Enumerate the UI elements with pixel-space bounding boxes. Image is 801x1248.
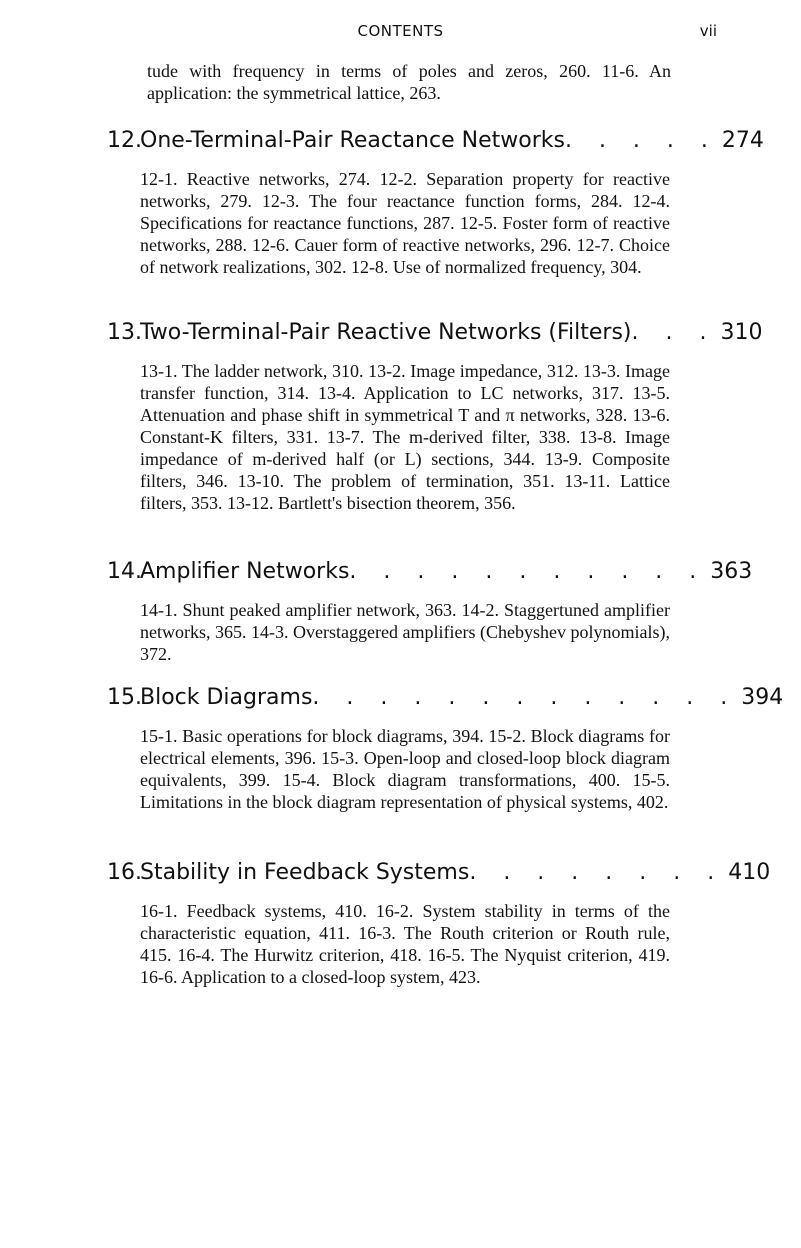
chapter-16 <box>107 856 771 988</box>
chapter-title: Stability in Feedback Systems <box>140 860 470 885</box>
chapter-page: 394 <box>741 685 784 710</box>
page-number: vii <box>699 22 717 40</box>
section-list: 12-1. Reactive networks, 274. 12-2. Separation property for reactive networks, 279. 12-3. The four reactance function forms, 284. 12-4. Specifications for reactance functions, 287. 12-5. Foster form of reactive networks, 288. 12-6. Cauer form of reactive networks, 296. 12-7. Choice of network realizations, 302. 12-8. Use of normalized frequency, 304. <box>140 169 670 277</box>
dot-leader: . . . <box>631 320 717 345</box>
chapter-14 <box>107 555 753 665</box>
chapter-title: Block Diagrams <box>140 685 313 710</box>
chapter-heading <box>107 681 784 715</box>
chapter-number: 14. <box>107 559 142 584</box>
chapter-page: 274 <box>721 128 764 153</box>
running-title: CONTENTS <box>357 22 444 40</box>
section-list: 14-1. Shunt peaked amplifier network, 363. 14-2. Staggertuned amplifier networks, 365. 14-3. Overstaggered amplifiers (Chebyshev polynomials), 372. <box>140 600 670 664</box>
chapter-page: 410 <box>728 860 771 885</box>
chapter-page: 363 <box>710 559 753 584</box>
continued-section-text: tude with frequency in terms of poles and zeros, 260. 11-6. An application: the symmetrical lattice, 263. <box>147 61 671 103</box>
chapter-15 <box>107 681 784 813</box>
chapter-title: Amplifier Networks <box>140 559 350 584</box>
section-list: 15-1. Basic operations for block diagrams, 394. 15-2. Block diagrams for electrical elements, 396. 15-3. Open-loop and closed-loop block diagram equivalents, 399. 15-4. Block diagram transformations, 400. 15-5. Limitations in the block diagram representation of physical systems, 402. <box>140 726 670 812</box>
chapter-number: 16. <box>107 860 142 885</box>
chapter-number: 13. <box>107 320 142 345</box>
dot-leader: . . . . . . . . <box>469 860 725 885</box>
chapter-page: 310 <box>720 320 763 345</box>
chapter-number: 12. <box>107 128 142 153</box>
chapter-heading <box>107 856 771 890</box>
section-list: 13-1. The ladder network, 310. 13-2. Image impedance, 312. 13-3. Image transfer function, 314. 13-4. Application to LC networks, 317. 13-5. Attenuation and phase shift in symmetrical T and π networks, 328. 13-6. Constant-K filters, 331. 13-7. The m-derived filter, 338. 13-8. Image impedance of m-derived half (or L) sections, 344. 13-9. Composite filters, 346. 13-10. The problem of termination, 351. 13-11. Lattice filters, 353. 13-12. Bartlett's bisection theorem, 356. <box>140 361 670 513</box>
section-list: 16-1. Feedback systems, 410. 16-2. System stability in terms of the characteristic equation, 411. 16-3. The Routh criterion or Routh rule, 415. 16-4. The Hurwitz criterion, 418. 16-5. The Nyquist criterion, 419. 16-6. Application to a closed-loop system, 423. <box>140 901 670 987</box>
chapter-heading <box>107 555 753 589</box>
chapter-13 <box>107 316 763 514</box>
chapter-title: One-Terminal-Pair Reactance Networks <box>140 128 565 153</box>
page-header <box>0 20 801 46</box>
chapter-heading <box>107 124 764 158</box>
chapter-title: Two-Terminal-Pair Reactive Networks (Filters) <box>140 320 632 345</box>
dot-leader: . . . . . <box>564 128 718 153</box>
chapter-heading <box>107 316 763 350</box>
dot-leader: . . . . . . . . . . . <box>349 559 707 584</box>
chapter-number: 15. <box>107 685 142 710</box>
chapter-12 <box>107 124 764 278</box>
dot-leader: . . . . . . . . . . . . . <box>312 685 738 710</box>
